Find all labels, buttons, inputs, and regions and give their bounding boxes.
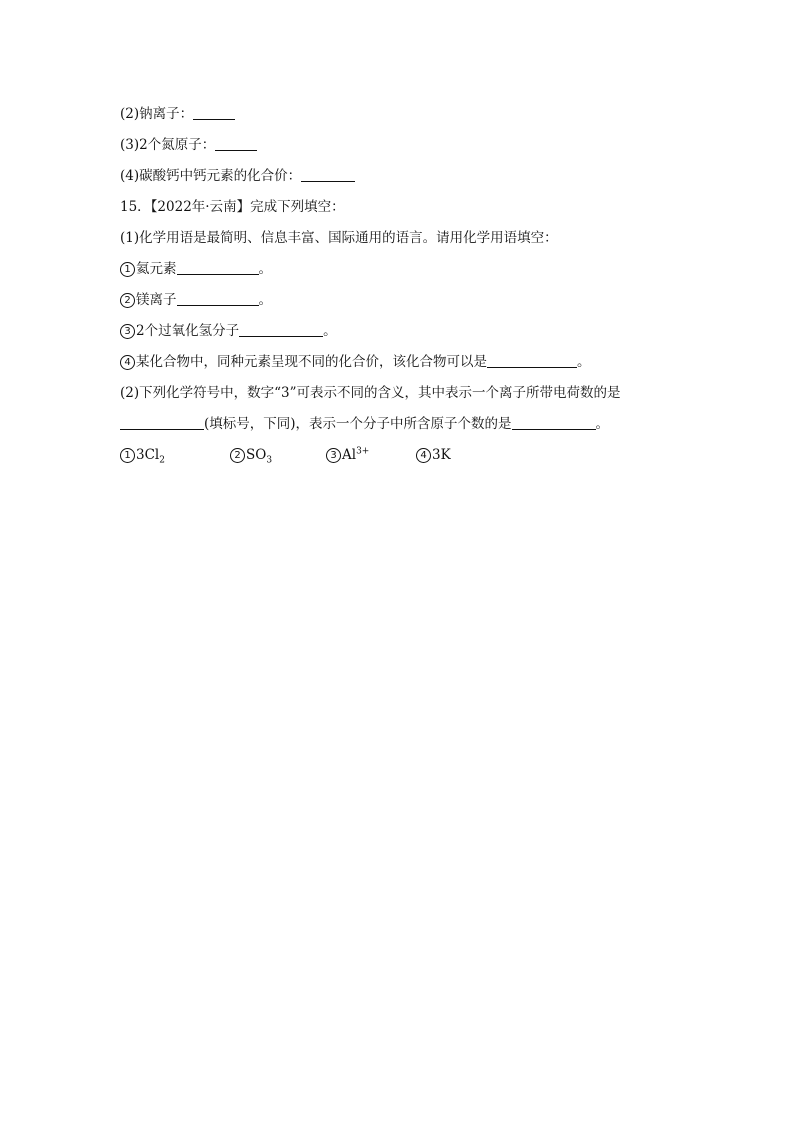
option-2-subscript: 3 [266,455,273,466]
q15-header-text: 15．【2022年·云南】完成下列填空： [120,199,345,215]
circled-number: 2 [230,448,245,463]
q15-sub-1-text: 氦元素 [136,261,177,277]
q15-options [120,446,460,464]
option-3 [326,446,369,464]
q14-item-4-text: (4)碳酸钙中钙元素的化合价： [120,168,302,184]
answer-blank[interactable] [193,105,235,120]
q14-item-2 [120,105,235,123]
q15-part1-intro-text: (1)化学用语是最简明、信息丰富、国际通用的语言。请用化学用语填空： [120,230,558,246]
q15-sub-4-text: 某化合物中，同种元素呈现不同的化合价，该化合物可以是 [136,354,487,370]
circled-number: 1 [120,448,135,463]
circled-number: 3 [120,324,135,339]
q14-item-3 [120,136,257,154]
q15-part2-line2 [120,415,609,433]
circled-number: 3 [326,448,341,463]
period: 。 [323,323,337,339]
q15-header [120,198,345,216]
option-1-formula: 3Cl [136,447,160,463]
period: 。 [258,261,272,277]
answer-blank[interactable] [301,167,355,182]
q14-item-2-text: (2)钠离子： [120,106,194,122]
circled-number: 1 [120,262,135,277]
q15-part2-line1 [120,384,621,402]
option-1-subscript: 2 [159,455,165,466]
answer-blank[interactable] [487,353,577,368]
answer-blank[interactable] [239,322,323,337]
q14-item-3-text: (3)2个氮原子： [120,137,216,153]
period: 。 [258,292,272,308]
q15-sub-3-text: 2个过氧化氢分子 [136,323,240,339]
option-2 [230,446,272,464]
circled-number: 4 [120,355,135,370]
circled-number: 2 [120,293,135,308]
option-4 [416,446,451,464]
answer-blank[interactable] [120,415,204,430]
answer-blank[interactable] [177,291,259,306]
q15-sub-4 [120,353,591,371]
answer-blank[interactable] [512,415,596,430]
q15-sub-3 [120,322,337,340]
period: 。 [595,416,610,432]
q15-part2-line1-text: (2)下列化学符号中，数字“3”可表示不同的含义，其中表示一个离子所带电荷数的是 [120,385,621,401]
q15-part2-mid-text: (填标号，下同)，表示一个分子中所含原子个数的是 [204,416,512,432]
answer-blank[interactable] [215,136,257,151]
answer-blank[interactable] [177,260,259,275]
q15-sub-2-text: 镁离子 [136,292,177,308]
q15-sub-2 [120,291,272,309]
option-2-formula: SO [246,447,267,463]
q14-item-4 [120,167,355,185]
option-1 [120,446,165,464]
option-3-superscript: 3+ [356,446,370,457]
option-4-formula: 3K [432,447,451,463]
q15-part1-intro [120,229,558,247]
period: 。 [577,354,591,370]
option-3-formula: Al [342,447,357,463]
q15-sub-1 [120,260,272,278]
circled-number: 4 [416,448,431,463]
